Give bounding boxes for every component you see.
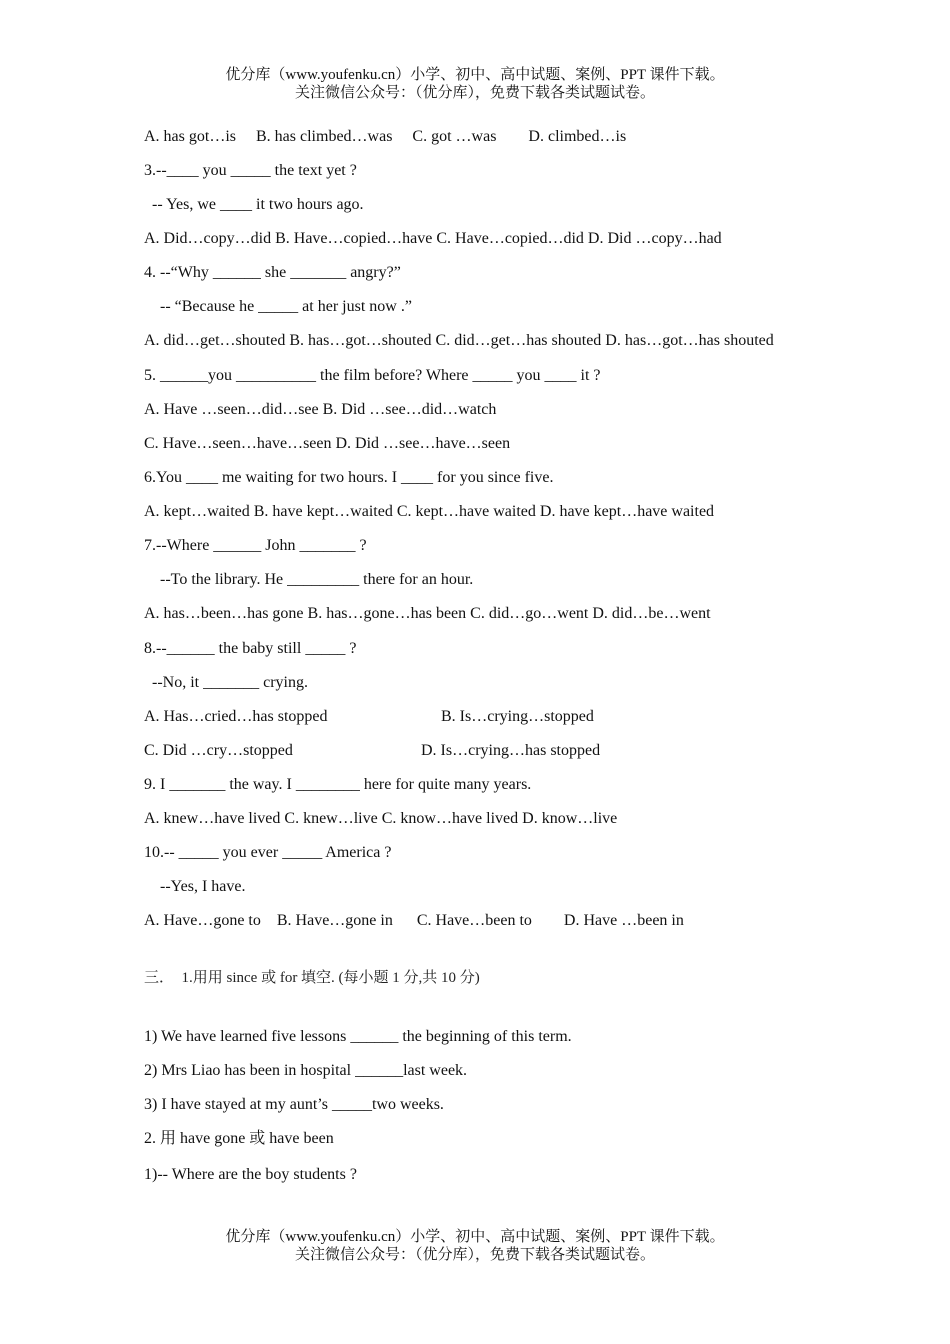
page-footer xyxy=(0,1228,950,1264)
q2-options: A. has got…is B. has climbed…was C. got …was D. climbed…is xyxy=(144,128,627,145)
q3-options: A. Did…copy…did B. Have…copied…have C. Have…copied…did D. Did …copy…had xyxy=(144,230,722,247)
q8-option-a: A. Has…cried…has stopped xyxy=(144,708,328,725)
section-three-heading: 三． 1.用用 since 或 for 填空. (每小题 1 分,共 10 分) xyxy=(144,970,480,986)
q9-options: A. knew…have lived C. knew…live C. know…have lived D. know…live xyxy=(144,810,618,827)
q3-question: 3.--____ you _____ the text yet ? xyxy=(144,162,357,179)
page-header xyxy=(0,66,950,102)
header-line-1: 优分库（www.youfenku.cn）小学、初中、高中试题、案例、PPT 课件下载。 xyxy=(225,67,725,83)
footer-line-1: 优分库（www.youfenku.cn）小学、初中、高中试题、案例、PPT 课件下载。 xyxy=(225,1229,725,1245)
q8-question: 8.--______ the baby still _____ ? xyxy=(144,640,357,657)
part-two-q1: 1)-- Where are the boy students ? xyxy=(144,1166,357,1183)
q5-options-cd: C. Have…seen…have…seen D. Did …see…have…seen xyxy=(144,435,511,452)
fill-in-3: 3) I have stayed at my aunt’s _____two weeks. xyxy=(144,1096,444,1113)
q8-answer-line: --No, it _______ crying. xyxy=(144,674,308,691)
q10-answer-line: --Yes, I have. xyxy=(144,878,246,895)
q3-answer-line: -- Yes, we ____ it two hours ago. xyxy=(144,196,364,213)
part-two-heading: 2. 用 have gone 或 have been xyxy=(144,1130,334,1147)
q6-question: 6.You ____ me waiting for two hours. I ____ for you since five. xyxy=(144,469,554,486)
fill-in-1: 1) We have learned five lessons ______ the beginning of this term. xyxy=(144,1028,572,1045)
q4-answer-line: -- “Because he _____ at her just now .” xyxy=(144,298,412,315)
q10-question: 10.-- _____ you ever _____ America ? xyxy=(144,844,392,861)
q5-question: 5. ______you __________ the film before? Where _____ you ____ it ? xyxy=(144,367,601,384)
footer-line-2: 关注微信公众号：（优分库），免费下载各类试题试卷。 xyxy=(294,1247,655,1263)
q5-options-ab: A. Have …seen…did…see B. Did …see…did…watch xyxy=(144,401,497,418)
q6-options: A. kept…waited B. have kept…waited C. kept…have waited D. have kept…have waited xyxy=(144,503,715,520)
q8-option-c: C. Did …cry…stopped xyxy=(144,742,293,759)
q9-question: 9. I _______ the way. I ________ here for quite many years. xyxy=(144,776,532,793)
q7-question: 7.--Where ______ John _______ ? xyxy=(144,537,367,554)
q7-options: A. has…been…has gone B. has…gone…has been C. did…go…went D. did…be…went xyxy=(144,605,711,622)
q8-option-b: B. Is…crying…stopped xyxy=(441,708,594,725)
q7-answer-line: --To the library. He _________ there for an hour. xyxy=(144,571,474,588)
q8-option-d: D. Is…crying…has stopped xyxy=(421,742,601,759)
q4-question: 4. --“Why ______ she _______ angry?” xyxy=(144,264,401,281)
q10-options: A. Have…gone to B. Have…gone in C. Have…been to D. Have …been in xyxy=(144,912,684,929)
q4-options: A. did…get…shouted B. has…got…shouted C. did…get…has shouted D. has…got…has shouted xyxy=(144,332,774,349)
fill-in-2: 2) Mrs Liao has been in hospital ______last week. xyxy=(144,1062,468,1079)
header-line-2: 关注微信公众号：（优分库），免费下载各类试题试卷。 xyxy=(294,85,655,101)
